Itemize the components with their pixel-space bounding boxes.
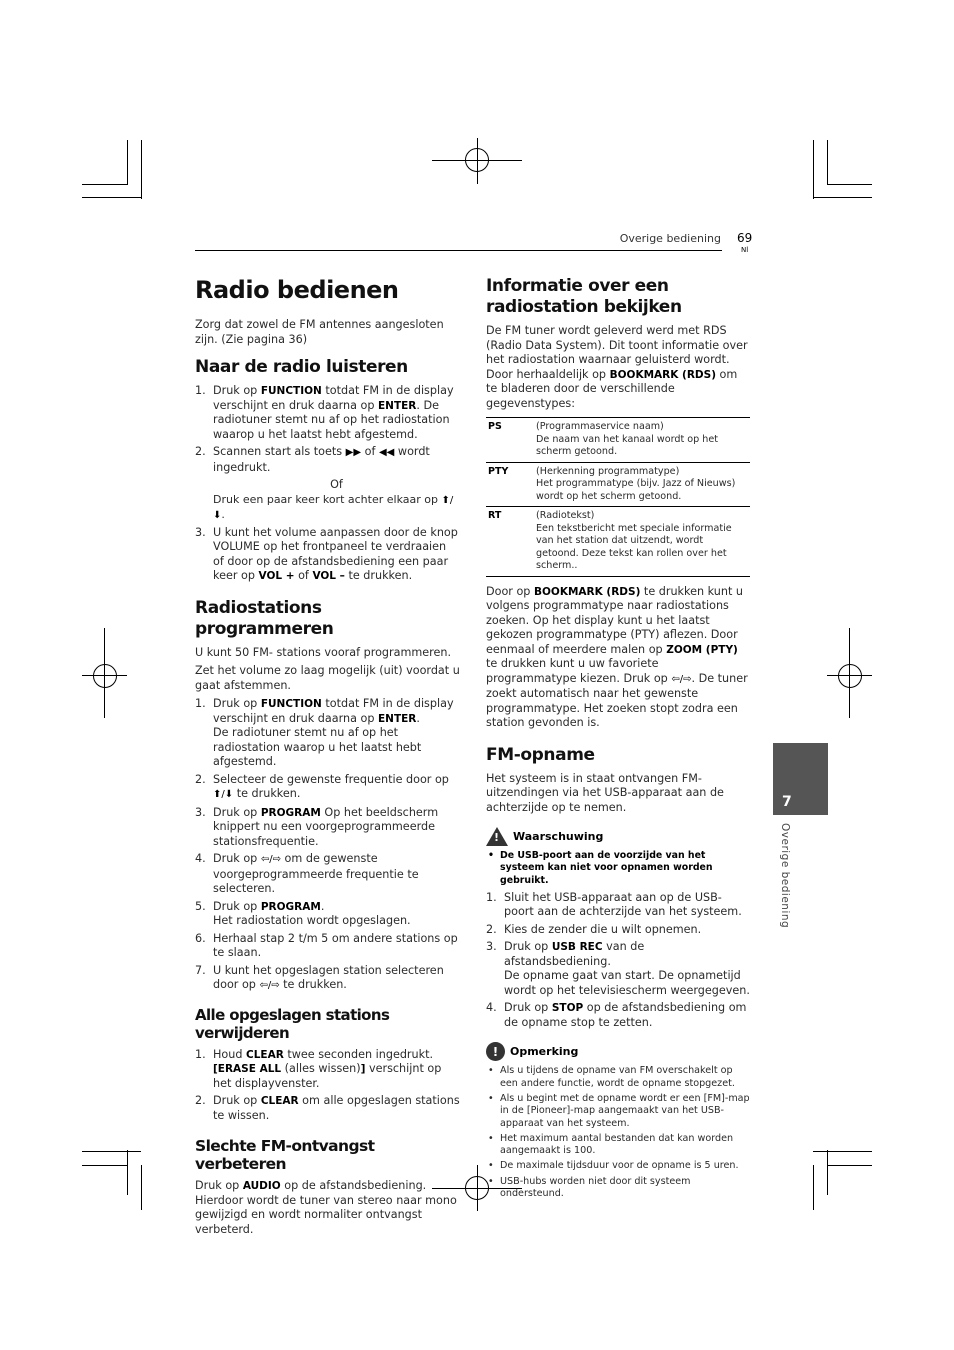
recording-steps bbox=[486, 891, 750, 1031]
up-down-icon: ⬆/⬇ bbox=[213, 789, 234, 800]
list-item: 1. Druk op FUNCTION totdat FM in de display verschijnt en druk daarna op ENTER. De radiotuner stemt nu af op het radiostation waarop u het laatst hebt afgestemd. bbox=[195, 384, 454, 441]
header-rule bbox=[195, 250, 722, 251]
improve-fm-text: Druk op AUDIO op de afstandsbediening. Hierdoor wordt de tuner van stereo naar mono gewijzigd en wordt normaliter ontvangst verbeterd. bbox=[195, 1179, 457, 1236]
list-item: 2. Kies de zender die u wilt opnemen. bbox=[486, 922, 702, 936]
warning-heading: ! Waarschuwing bbox=[486, 827, 750, 846]
list-item: 2. Druk op CLEAR om alle opgeslagen stations te wissen. bbox=[195, 1094, 460, 1122]
program-text-2: Zet het volume zo laag mogelijk (uit) voordat u gaat afstemmen. bbox=[195, 664, 460, 692]
list-item: 1. Houd CLEAR twee seconden ingedrukt. [ERASE ALL (alles wissen)] verschijnt op het displayvenster. bbox=[195, 1047, 442, 1090]
list-item: 5. Druk op PROGRAM. Het radiostation wordt opgeslagen. bbox=[195, 899, 411, 927]
press-text: Druk een paar keer kort achter elkaar op ⬆/⬇. bbox=[213, 492, 454, 521]
list-item: • Het maximum aantal bestanden dat kan worden aangemaakt is 100. bbox=[486, 1133, 750, 1158]
program-steps bbox=[195, 697, 460, 994]
warning-list bbox=[486, 850, 750, 887]
left-right-icon: ⇦/⇨ bbox=[671, 673, 692, 685]
listen-steps bbox=[195, 384, 460, 475]
heading-program-stations: Radiostations programmeren bbox=[195, 597, 334, 639]
list-item: 3. Druk op USB REC van de afstandsbediening. De opname gaat van start. De opnametijd wordt op het televisiescherm weergegeven. bbox=[486, 940, 750, 997]
list-item: 4. Druk op STOP op de afstandsbediening om de opname stop te zetten. bbox=[486, 1001, 747, 1029]
list-item: • Als u tijdens de opname van FM overschakelt op een andere functie, wordt de opname stopgezet. bbox=[486, 1065, 750, 1090]
pty-search-text: Door op BOOKMARK (RDS) te drukken kunt u volgens programmatype naar radiostations zoeken. Op het display kunt u het laatst gekozen programmatype (PTY) aflezen. Door eenmaal of meerdere malen op ZOOM (PTY) te drukken kunt u uw favoriete programmatype kiezen. Druk op ⇦/⇨. De tuner zoekt automatisch naar het gewenste programmatype. Het zoeken stopt zodra een station gevonden is. bbox=[486, 584, 748, 729]
recording-intro: Het systeem is in staat ontvangen FM-uitzendingen via het USB-apparaat aan de achterzijde op te nemen. bbox=[486, 771, 724, 814]
table-row: RT (Radiotekst) Een tekstbericht met speciale informatie van het station dat uitzendt, wordt getoond. Deze tekst kan rollen over het scherm.. bbox=[486, 507, 750, 577]
backward-scan-icon: ◀◀ bbox=[378, 447, 395, 458]
intro-text: Zorg dat zowel de FM antennes aangesloten zijn. (Zie pagina 36) bbox=[195, 318, 444, 346]
forward-scan-icon: ▶▶ bbox=[345, 447, 362, 458]
erase-steps bbox=[195, 1048, 460, 1124]
heading-listen-radio: Naar de radio luisteren bbox=[195, 357, 408, 377]
warning-icon: ! bbox=[486, 827, 508, 846]
rds-intro: De FM tuner wordt geleverd werd met RDS (Radio Data System). Dit toont informatie over het radiostation waarnaar geluisterd wordt. Door herhaaldelijk op BOOKMARK (RDS) om te bladeren door de verschillende gegevenstypes: bbox=[486, 324, 748, 410]
left-column bbox=[195, 270, 460, 1241]
note-list bbox=[486, 1065, 750, 1200]
or-text: Of bbox=[330, 478, 343, 491]
program-text-1: U kunt 50 FM- stations vooraf programmeren. bbox=[195, 645, 452, 659]
list-item: 3. U kunt het volume aanpassen door de knop VOLUME op het frontpaneel te verdraaien of door op de afstandsbediening een paar keer op VOL + of VOL – te drukken. bbox=[195, 525, 458, 582]
list-item: 1. Sluit het USB-apparaat aan op de USB-poort aan de achterzijde van het systeem. bbox=[486, 890, 742, 919]
left-right-icon: ⇦/⇨ bbox=[259, 980, 280, 991]
running-header: Overige bediening bbox=[619, 232, 721, 245]
list-item: 2. Selecteer de gewenste frequentie door op ⬆/⬇ te drukken. bbox=[195, 772, 449, 800]
list-item: 1. Druk op FUNCTION totdat FM in de display verschijnt en druk daarna op ENTER. De radiotuner stemt nu af op het radiostation waarop u het laatst hebt afgestemd. bbox=[195, 697, 454, 768]
up-down-icon: ⬆/⬇ bbox=[213, 494, 454, 521]
list-item: • Als u begint met de opname wordt er een [FM]-map in de [Pioneer]-map aangemaakt van het USB-apparaat van het systeem. bbox=[486, 1093, 750, 1130]
heading-erase-stations: Alle opgeslagen stations verwijderen bbox=[195, 1005, 390, 1042]
list-item: 2. Scannen start als toets ▶▶ of ◀◀ wordt ingedrukt. bbox=[195, 445, 430, 474]
note-heading: ! Opmerking bbox=[486, 1042, 750, 1061]
list-item: 6. Herhaal stap 2 t/m 5 om andere stations op te slaan. bbox=[195, 931, 458, 959]
page-title: Radio bedienen bbox=[195, 276, 399, 304]
language-code: Nl bbox=[741, 246, 749, 254]
table-row: PS (Programmaservice naam) De naam van het kanaal wordt op het scherm getoond. bbox=[486, 418, 750, 463]
chapter-label: Overige bediening bbox=[779, 823, 791, 929]
exclamation-icon: ! bbox=[486, 1042, 505, 1061]
list-item: • USB-hubs worden niet door dit systeem ondersteund. bbox=[486, 1176, 750, 1201]
left-right-icon: ⇦/⇨ bbox=[260, 854, 281, 865]
list-item: • De USB-poort aan de voorzijde van het systeem kan niet voor opnamen worden gebruikt. bbox=[486, 850, 750, 887]
rds-table bbox=[486, 417, 750, 577]
heading-station-info: Informatie over een radiostation bekijken bbox=[486, 276, 682, 317]
right-column bbox=[486, 270, 750, 1203]
page-number: 69 bbox=[737, 231, 753, 245]
list-item: 7. U kunt het opgeslagen station selecteren door op ⇦/⇨ te drukken. bbox=[195, 963, 444, 991]
table-row: PTY (Herkenning programmatype) Het programmatype (bijv. Jazz of Nieuws) wordt op het scherm getoond. bbox=[486, 462, 750, 507]
list-item: • De maximale tijdsduur voor de opname is 5 uren. bbox=[486, 1160, 750, 1172]
heading-improve-fm: Slechte FM-ontvangst verbeteren bbox=[195, 1137, 375, 1173]
chapter-number: 7 bbox=[782, 794, 792, 810]
list-item: 4. Druk op ⇦/⇨ om de gewenste voorgeprogrammeerde frequentie te selecteren. bbox=[195, 852, 419, 895]
heading-fm-recording: FM-opname bbox=[486, 744, 595, 765]
list-item: 3. Druk op PROGRAM Op het beeldscherm knippert nu een voorgeprogrammeerde stationsfrequentie. bbox=[195, 805, 439, 848]
